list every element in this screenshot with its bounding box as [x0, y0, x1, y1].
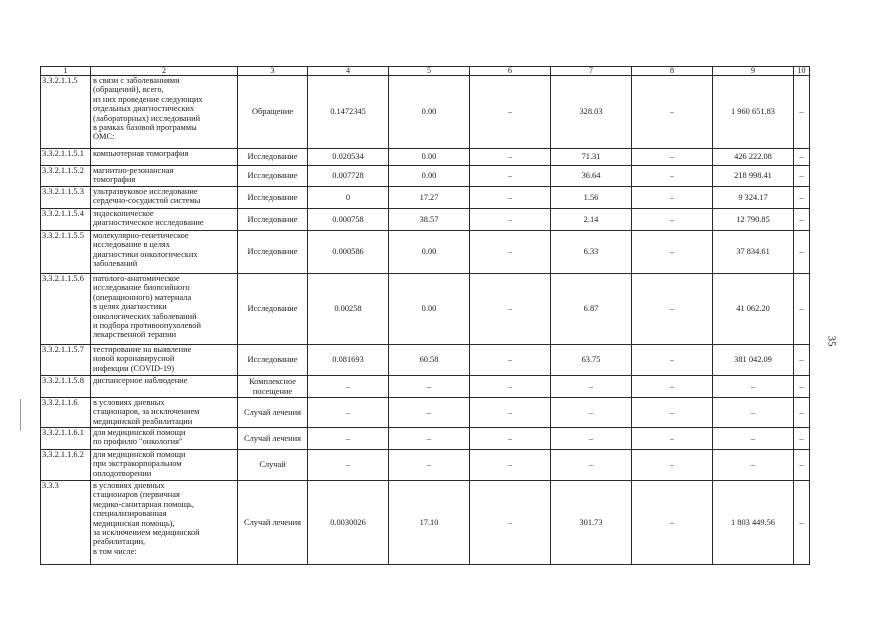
cell-value: – [632, 345, 713, 376]
cell-value: 37 834.61 [713, 231, 794, 274]
cell-value: – [551, 398, 632, 428]
row-name: эндоскопическое диагностическое исследование [91, 209, 238, 231]
cell-value: – [632, 428, 713, 450]
cell-value: 0 [308, 187, 389, 209]
row-name: ультразвуковое исследование сердечно-сосудистой системы [91, 187, 238, 209]
cell-value: – [470, 428, 551, 450]
cell-value: – [794, 450, 810, 481]
row-code: 3.3.2.1.1.5.2 [41, 166, 91, 187]
row-unit: Исследование [238, 187, 308, 209]
cell-value: 38.57 [389, 209, 470, 231]
row-code: 3.3.2.1.1.5 [41, 76, 91, 149]
cell-value: – [632, 209, 713, 231]
cell-value: 6.33 [551, 231, 632, 274]
row-code: 3.3.2.1.1.5.6 [41, 274, 91, 345]
row-unit: Комплексное посещение [238, 376, 308, 398]
row-unit: Обращение [238, 76, 308, 149]
cell-value: 0.007728 [308, 166, 389, 187]
cell-value: – [470, 231, 551, 274]
row-code: 3.3.2.1.1.5.4 [41, 209, 91, 231]
cell-value: – [632, 149, 713, 166]
cell-value: – [794, 481, 810, 565]
row-name: магнитно-резонансная томография [91, 166, 238, 187]
cell-value: 0.1472345 [308, 76, 389, 149]
cell-value: 0.00258 [308, 274, 389, 345]
cell-value: – [794, 398, 810, 428]
table-row [41, 209, 810, 231]
cell-value: – [632, 76, 713, 149]
cell-value: 426 222.08 [713, 149, 794, 166]
cell-value: 1 960 651.83 [713, 76, 794, 149]
row-code: 3.3.2.1.1.5.3 [41, 187, 91, 209]
data-table [40, 66, 810, 565]
row-code: 3.3.2.1.1.5.5 [41, 231, 91, 274]
cell-value: – [713, 398, 794, 428]
row-name: в условиях дневных стационаров (первичная медико-санитарная помощь, специализированная медицинская помощь), за исключением медицинской реабилитации, в том числе: [91, 481, 238, 565]
row-name: в условиях дневных стационаров, за исключением медицинской реабилитации [91, 398, 238, 428]
cell-value: 0.00 [389, 166, 470, 187]
table-row [41, 398, 810, 428]
cell-value: – [470, 209, 551, 231]
cell-value: – [794, 76, 810, 149]
header-row [41, 67, 810, 76]
cell-value: – [470, 345, 551, 376]
column-header: 6 [470, 67, 551, 76]
cell-value: – [551, 450, 632, 481]
cell-value: 60.58 [389, 345, 470, 376]
row-unit: Исследование [238, 149, 308, 166]
row-code: 3.3.2.1.1.5.1 [41, 149, 91, 166]
row-code: 3.3.2.1.1.5.8 [41, 376, 91, 398]
cell-value: 328.03 [551, 76, 632, 149]
cell-value: 6.87 [551, 274, 632, 345]
cell-value: – [632, 187, 713, 209]
row-name: для медицинской помощи по профилю "онкология" [91, 428, 238, 450]
column-header: 9 [713, 67, 794, 76]
cell-value: – [389, 450, 470, 481]
cell-value: – [632, 231, 713, 274]
cell-value: – [389, 398, 470, 428]
cell-value: – [632, 398, 713, 428]
cell-value: – [794, 149, 810, 166]
table-body [41, 67, 810, 565]
cell-value: – [470, 187, 551, 209]
cell-value: 0.00 [389, 149, 470, 166]
cell-value: 301.73 [551, 481, 632, 565]
cell-value: 0.000758 [308, 209, 389, 231]
row-unit: Исследование [238, 345, 308, 376]
cell-value: – [470, 398, 551, 428]
cell-value: 71.31 [551, 149, 632, 166]
row-code: 3.3.3 [41, 481, 91, 565]
cell-value: – [794, 376, 810, 398]
cell-value: – [389, 428, 470, 450]
cell-value: – [308, 376, 389, 398]
cell-value: – [794, 274, 810, 345]
row-unit: Случай лечения [238, 481, 308, 565]
table-row [41, 274, 810, 345]
cell-value: – [470, 481, 551, 565]
cell-value: – [632, 481, 713, 565]
table-row [41, 166, 810, 187]
row-name: тестирование на выявление новой коронавирусной инфекции (COVID-19) [91, 345, 238, 376]
row-unit: Случай лечения [238, 398, 308, 428]
cell-value: – [470, 166, 551, 187]
row-code: 3.3.2.1.1.5.7 [41, 345, 91, 376]
cell-value: – [470, 149, 551, 166]
row-unit: Исследование [238, 209, 308, 231]
row-name: в связи с заболеваниями (обращений), всего, из них проведение следующих отдельных диагностических (лабораторных) исследований в рамках базовой программы ОМС: [91, 76, 238, 149]
column-header: 1 [41, 67, 91, 76]
cell-value: 1 803 449.56 [713, 481, 794, 565]
cell-value: – [632, 376, 713, 398]
row-unit: Исследование [238, 166, 308, 187]
cell-value: 0.081693 [308, 345, 389, 376]
cell-value: – [794, 231, 810, 274]
row-code: 3.3.2.1.1.6.1 [41, 428, 91, 450]
cell-value: 0.00 [389, 76, 470, 149]
cell-value: 2.14 [551, 209, 632, 231]
cell-value: 1.56 [551, 187, 632, 209]
column-header: 4 [308, 67, 389, 76]
cell-value: – [308, 450, 389, 481]
cell-value: 0.020534 [308, 149, 389, 166]
cell-value: 17.27 [389, 187, 470, 209]
row-unit: Случай лечения [238, 428, 308, 450]
column-header: 7 [551, 67, 632, 76]
cell-value: – [632, 274, 713, 345]
table-row [41, 428, 810, 450]
row-unit: Исследование [238, 231, 308, 274]
row-unit: Случай [238, 450, 308, 481]
cell-value: – [794, 166, 810, 187]
table-row [41, 345, 810, 376]
row-name: для медицинской помощи при экстракорпоральном оплодотворении [91, 450, 238, 481]
row-code: 3.3.2.1.1.6.2 [41, 450, 91, 481]
cell-value: 17.10 [389, 481, 470, 565]
cell-value: – [308, 428, 389, 450]
cell-value: 0.000586 [308, 231, 389, 274]
cell-value: – [470, 376, 551, 398]
row-name: компьютерная томография [91, 149, 238, 166]
cell-value: 0.00 [389, 231, 470, 274]
page-number: 35 [825, 335, 838, 347]
cell-value: – [794, 209, 810, 231]
cell-value: – [713, 450, 794, 481]
cell-value: – [794, 187, 810, 209]
table-row [41, 76, 810, 149]
cell-value: – [389, 376, 470, 398]
cell-value: 0.0030026 [308, 481, 389, 565]
scan-edge-mark [20, 399, 21, 431]
table-row [41, 450, 810, 481]
table-row [41, 187, 810, 209]
cell-value: 0.00 [389, 274, 470, 345]
table-row [41, 231, 810, 274]
row-name: диспансерное наблюдение [91, 376, 238, 398]
cell-value: – [551, 428, 632, 450]
cell-value: – [470, 274, 551, 345]
cell-value: 9 324.17 [713, 187, 794, 209]
cell-value: – [551, 376, 632, 398]
cell-value: – [632, 450, 713, 481]
column-header: 2 [91, 67, 238, 76]
cell-value: 12 790.85 [713, 209, 794, 231]
row-name: молекулярно-генетическое исследование в целях диагностики онкологических заболеваний [91, 231, 238, 274]
column-header: 3 [238, 67, 308, 76]
table-row [41, 481, 810, 565]
row-code: 3.3.2.1.1.6 [41, 398, 91, 428]
cell-value: 41 062.20 [713, 274, 794, 345]
cell-value: – [713, 376, 794, 398]
cell-value: – [794, 428, 810, 450]
column-header: 8 [632, 67, 713, 76]
column-header: 5 [389, 67, 470, 76]
row-name: патолого-анатомическое исследование биопсийного (операционного) материала в целях диагностики онкологических заболеваний и подбора противоопухолевой лекарственной терапии [91, 274, 238, 345]
row-unit: Исследование [238, 274, 308, 345]
cell-value: 63.75 [551, 345, 632, 376]
cell-value: – [713, 428, 794, 450]
cell-value: – [470, 76, 551, 149]
column-header: 10 [794, 67, 810, 76]
cell-value: 218 998.41 [713, 166, 794, 187]
cell-value: – [308, 398, 389, 428]
cell-value: 36.64 [551, 166, 632, 187]
cell-value: – [470, 450, 551, 481]
cell-value: 381 042.09 [713, 345, 794, 376]
cell-value: – [794, 345, 810, 376]
cell-value: – [632, 166, 713, 187]
table-row [41, 149, 810, 166]
table-row [41, 376, 810, 398]
